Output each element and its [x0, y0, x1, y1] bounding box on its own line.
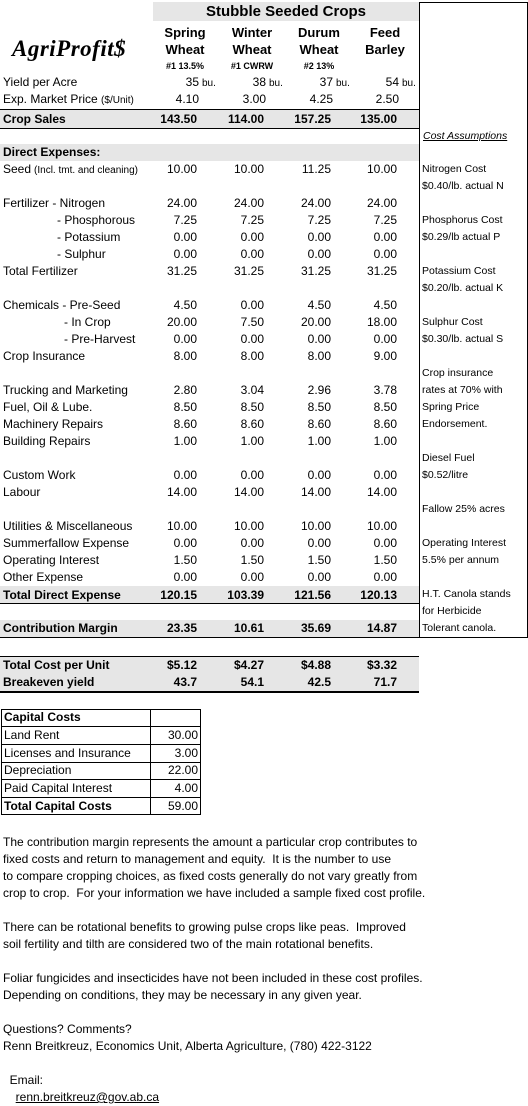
total-cost-value: $4.27 — [233, 658, 264, 672]
price-unit: ($/Unit) — [101, 95, 134, 106]
expense-value: 24.00 — [366, 196, 397, 210]
expense-label — [57, 212, 135, 229]
expense-label-text: Total Fertilizer — [3, 264, 78, 278]
yield-value: 37 — [319, 75, 333, 89]
expense-value: 8.60 — [240, 417, 264, 431]
crop-name-line2: Barley — [365, 42, 405, 57]
expense-value: 31.25 — [300, 264, 331, 278]
assumption-line: $0.29/lb actual P — [422, 231, 501, 243]
crop-sales-label: Crop Sales — [3, 112, 66, 126]
assumption-line: Tolerant canola. — [422, 622, 497, 634]
expense-value: 10.00 — [166, 162, 197, 176]
expense-value: 20.00 — [166, 315, 197, 329]
expense-label — [3, 297, 120, 314]
expense-label-text: Building Repairs — [3, 434, 91, 448]
paragraph-contribution: The contribution margin represents the amount a particular crop contributes to fixed costs and return to management and equity. It is the number to use to compare cropping choices, as fixed costs generally do not vary greatly from crop to crop. For your information we have included a sample fixed cost profile. — [3, 835, 426, 900]
price-value: 2.50 — [375, 92, 399, 106]
capital-value: 22.00 — [167, 763, 198, 777]
expense-value: 10.00 — [166, 519, 197, 533]
assumption-line: Fallow 25% acres — [422, 503, 505, 515]
capital-value: 3.00 — [174, 745, 198, 760]
expense-value: 0.00 — [307, 570, 331, 584]
expense-value: 14.00 — [300, 485, 331, 499]
expense-value: 1.50 — [373, 553, 397, 567]
expense-value: 10.00 — [233, 519, 264, 533]
contribution-value: 14.87 — [366, 621, 397, 635]
assumption-line: $0.52/litre — [422, 469, 469, 481]
capital-total-value: 59.00 — [167, 799, 198, 813]
expense-label-text: Other Expense — [3, 570, 84, 584]
email-link[interactable]: renn.breitkreuz@gov.ab.ca — [15, 1090, 160, 1104]
breakeven-bottom-line — [0, 691, 419, 693]
expense-value: 0.00 — [373, 570, 397, 584]
total-cost-value: $5.12 — [166, 658, 197, 672]
total-cost-label: Total Cost per Unit — [3, 658, 110, 672]
expense-value: 0.00 — [373, 468, 397, 482]
assumption-line: Crop insurance — [422, 367, 494, 379]
assumption-line: Endorsement. — [422, 418, 488, 430]
expense-value: 8.60 — [307, 417, 331, 431]
expense-value: 0.00 — [240, 536, 264, 550]
assumption-line: Spring Price — [422, 401, 480, 413]
assumption-line: Diesel Fuel — [422, 452, 475, 464]
breakeven-label: Breakeven yield — [3, 675, 95, 689]
expense-value: 14.00 — [166, 485, 197, 499]
crop-grade: #1 13.5% — [165, 61, 205, 71]
expense-label-text: - In Crop — [64, 315, 111, 329]
expense-value: 8.50 — [373, 400, 397, 414]
assumption-line: Sulphur Cost — [422, 316, 483, 328]
expense-label-text: - Potassium — [57, 230, 121, 244]
expense-value: 3.04 — [240, 383, 264, 397]
expense-label-text: Crop Insurance — [3, 349, 86, 363]
expense-value: 24.00 — [166, 196, 197, 210]
expense-label-text: Custom Work — [3, 468, 76, 482]
paragraph-rotation: There can be rotational benefits to growing pulse crops like peas. Improved soil fertility and tilth are considered two of the main rotational benefits. — [3, 920, 406, 951]
expense-label — [3, 348, 85, 365]
expense-value: 0.00 — [240, 570, 264, 584]
expense-value: 10.00 — [366, 162, 397, 176]
expense-value: 0.00 — [373, 332, 397, 346]
expense-value: 4.50 — [373, 298, 397, 312]
assumption-line: Operating Interest — [422, 537, 507, 549]
total-cost-top-line — [0, 656, 419, 657]
crop-sales-value: 135.00 — [360, 112, 397, 126]
expense-value: 1.00 — [307, 434, 331, 448]
capital-value: 4.00 — [174, 780, 198, 795]
expense-label-text: Fuel, Oil & Lube. — [3, 400, 93, 414]
yield-unit: bu. — [336, 78, 350, 89]
assumptions-heading: Cost Assumptions — [423, 130, 508, 142]
expense-value: 10.00 — [233, 162, 264, 176]
yield-value: 38 — [252, 75, 266, 89]
capital-heading: Capital Costs — [4, 710, 81, 724]
total-direct-bottom-line — [0, 603, 419, 604]
expense-value: 8.60 — [173, 417, 197, 431]
expense-value: 1.00 — [240, 434, 264, 448]
expense-value: 10.00 — [366, 519, 397, 533]
total-direct-value: 121.56 — [294, 588, 331, 602]
crop-sales-value: 157.25 — [294, 112, 331, 126]
expense-label-text: Trucking and Marketing — [3, 383, 128, 397]
agriprofit-logo: AgriProfit$ — [12, 36, 127, 61]
total-direct-value: 120.13 — [360, 588, 397, 602]
yield-unit: bu. — [402, 78, 416, 89]
crop-name-line2: Wheat — [299, 42, 339, 57]
expense-value: 4.50 — [173, 298, 197, 312]
contact-author: Renn Breitkreuz, Economics Unit, Alberta Agriculture, (780) 422-3122 — [3, 1039, 372, 1053]
yield-value: 35 — [185, 75, 199, 89]
capital-label: Land Rent — [4, 728, 60, 742]
assumption-line: Nitrogen Cost — [422, 163, 487, 175]
total-direct-label: Total Direct Expense — [3, 588, 121, 602]
expense-value: 31.25 — [166, 264, 197, 278]
expense-value: 3.78 — [373, 383, 397, 397]
expense-label-text: Chemicals - Pre-Seed — [3, 298, 121, 312]
price-label-text: Exp. Market Price — [3, 92, 98, 106]
assumption-line: $0.20/lb. actual K — [422, 282, 504, 294]
total-direct-value: 103.39 — [227, 588, 264, 602]
expense-value: 8.00 — [173, 349, 197, 363]
capital-label: Paid Capital Interest — [4, 780, 113, 795]
expense-value: 0.00 — [307, 468, 331, 482]
assumption-line: H.T. Canola stands — [422, 588, 511, 600]
expense-value: 9.00 — [373, 349, 397, 363]
expense-value: 0.00 — [307, 230, 331, 244]
expense-value: 0.00 — [173, 570, 197, 584]
expense-value: 0.00 — [240, 247, 264, 261]
crop-sales-value: 114.00 — [227, 112, 264, 126]
expense-value: 11.25 — [301, 162, 331, 176]
expense-value: 14.00 — [233, 485, 264, 499]
expense-value: 8.60 — [373, 417, 397, 431]
expense-label-text: Seed — [3, 162, 32, 176]
expense-label — [64, 314, 111, 331]
expense-value: 24.00 — [300, 196, 331, 210]
expense-label-text: - Sulphur — [57, 247, 106, 261]
expense-label-text: Operating Interest — [3, 553, 100, 567]
expense-value: 7.25 — [373, 213, 397, 227]
expense-value: 2.80 — [173, 383, 197, 397]
expense-value: 0.00 — [373, 536, 397, 550]
expense-value: 20.00 — [300, 315, 331, 329]
expense-value: 1.00 — [373, 434, 397, 448]
breakeven-value: 54.1 — [240, 675, 264, 689]
assumption-line: Phosphorus Cost — [422, 214, 503, 226]
expense-value: 31.25 — [233, 264, 264, 278]
crop-name-line1: Winter — [231, 25, 273, 40]
expense-value: 0.00 — [173, 230, 197, 244]
expense-label — [57, 229, 120, 246]
crop-name-line1: Durum — [298, 25, 340, 40]
capital-total-label: Total Capital Costs — [4, 799, 112, 813]
expense-label-text: Machinery Repairs — [3, 417, 104, 431]
expense-value: 1.00 — [173, 434, 197, 448]
total-cost-value: $3.32 — [366, 658, 397, 672]
page-title: Stubble Seeded Crops — [205, 3, 367, 20]
contact-questions: Questions? Comments? — [3, 1022, 132, 1036]
price-value: 4.25 — [309, 92, 333, 106]
expense-value: 18.00 — [366, 315, 397, 329]
breakeven-value: 43.7 — [173, 675, 197, 689]
expense-label — [3, 382, 128, 399]
expense-value: 8.00 — [307, 349, 331, 363]
assumption-line: $0.30/lb. actual S — [422, 333, 504, 345]
expense-value: 8.00 — [240, 349, 264, 363]
assumption-line: rates at 70% with — [422, 384, 503, 396]
expense-value: 0.00 — [240, 332, 264, 346]
top-border-right — [419, 2, 528, 3]
yield-unit: bu. — [269, 78, 283, 89]
expense-value: 8.50 — [173, 400, 197, 414]
contribution-value: 23.35 — [166, 621, 197, 635]
expense-value: 10.00 — [300, 519, 331, 533]
contribution-value: 10.61 — [233, 621, 264, 635]
breakeven-value: 71.7 — [373, 675, 397, 689]
expense-value: 0.00 — [373, 247, 397, 261]
expense-label-text: Labour — [3, 485, 41, 499]
expense-label — [3, 569, 83, 586]
crop-name-line2: Wheat — [165, 42, 205, 57]
yield-label: Yield per Acre — [3, 75, 78, 89]
crop-grade: #2 13% — [303, 61, 335, 71]
expense-label — [3, 416, 103, 433]
expense-value: 0.00 — [173, 332, 197, 346]
expense-value: 0.00 — [240, 298, 264, 312]
expense-label-text: Summerfallow Expense — [3, 536, 130, 550]
expense-value: 1.50 — [173, 553, 197, 567]
price-value: 3.00 — [242, 92, 266, 106]
expense-value: 7.50 — [240, 315, 264, 329]
crop-name-line1: Spring — [164, 25, 206, 40]
expense-value: 0.00 — [307, 332, 331, 346]
expense-value: 0.00 — [173, 468, 197, 482]
expense-value: 24.00 — [233, 196, 264, 210]
assumption-line: for Herbicide — [422, 605, 482, 617]
expense-value: 7.25 — [307, 213, 331, 227]
expense-value: 8.50 — [307, 400, 331, 414]
direct-expenses-label: Direct Expenses: — [3, 145, 101, 159]
expense-label — [3, 484, 40, 501]
email-label: Email: — [9, 1073, 44, 1087]
capital-value: 30.00 — [167, 728, 198, 742]
expense-label — [3, 535, 129, 552]
crop-name-line1: Feed — [369, 25, 401, 40]
expense-value: 0.00 — [173, 536, 197, 550]
expense-value: 7.25 — [173, 213, 197, 227]
expense-label-note: (Incl. tmt. and cleaning) — [34, 165, 138, 176]
crop-sales-bottom-line — [0, 128, 419, 129]
expense-value: 1.50 — [240, 553, 264, 567]
expense-value: 31.25 — [366, 264, 397, 278]
breakeven-value: 42.5 — [307, 675, 331, 689]
table-bottom-line — [0, 637, 528, 638]
contribution-value: 35.69 — [300, 621, 331, 635]
assumptions-divider — [419, 2, 420, 637]
crop-sales-top-line — [0, 109, 419, 110]
expense-label — [57, 246, 106, 263]
assumption-line: Potassium Cost — [422, 265, 496, 277]
capital-label: Depreciation — [4, 763, 72, 777]
price-value: 4.10 — [175, 92, 199, 106]
expense-value: 14.00 — [366, 485, 397, 499]
expense-value: 7.25 — [240, 213, 264, 227]
expense-label — [3, 161, 138, 178]
expense-label-text: Fertilizer - Nitrogen — [3, 196, 106, 210]
expense-value: 0.00 — [373, 230, 397, 244]
paragraph-fungicides: Foliar fungicides and insecticides have not been included in these cost profiles. Depending on conditions, they may be necessary in any given year. — [3, 971, 423, 1002]
expense-value: 0.00 — [307, 247, 331, 261]
crop-grade — [353, 58, 417, 75]
expense-label-text: Utilities & Miscellaneous — [3, 519, 133, 533]
yield-value: 54 — [385, 75, 399, 89]
assumption-line: $0.40/lb. actual N — [422, 180, 504, 192]
expense-label — [64, 331, 135, 348]
expense-value: 0.00 — [307, 536, 331, 550]
capital-label: Licenses and Insurance — [4, 745, 131, 760]
expense-value: 2.96 — [307, 383, 331, 397]
expense-label — [3, 263, 78, 280]
total-cost-value: $4.88 — [300, 658, 331, 672]
expense-label — [3, 433, 90, 450]
expense-value: 0.00 — [240, 230, 264, 244]
expense-value: 0.00 — [240, 468, 264, 482]
assumption-line: 5.5% per annum — [422, 554, 500, 566]
expense-label-text: - Pre-Harvest — [64, 332, 136, 346]
expense-value: 0.00 — [173, 247, 197, 261]
expense-label-text: - Phosphorous — [57, 213, 136, 227]
expense-label — [3, 399, 92, 416]
yield-unit: bu. — [202, 78, 216, 89]
contact-email-line — [3, 1055, 159, 1106]
crop-sales-value: 143.50 — [160, 112, 197, 126]
expense-label — [3, 552, 99, 569]
expense-label — [3, 467, 75, 484]
expense-label — [3, 195, 105, 212]
price-label — [3, 91, 134, 108]
expense-value: 8.50 — [240, 400, 264, 414]
crop-name-line2: Wheat — [232, 42, 272, 57]
expense-value: 4.50 — [307, 298, 331, 312]
expense-label — [3, 518, 132, 535]
crop-grade: #1 CWRW — [230, 61, 274, 71]
expense-value: 1.50 — [307, 553, 331, 567]
contribution-label: Contribution Margin — [3, 621, 118, 635]
total-direct-value: 120.15 — [160, 588, 197, 602]
